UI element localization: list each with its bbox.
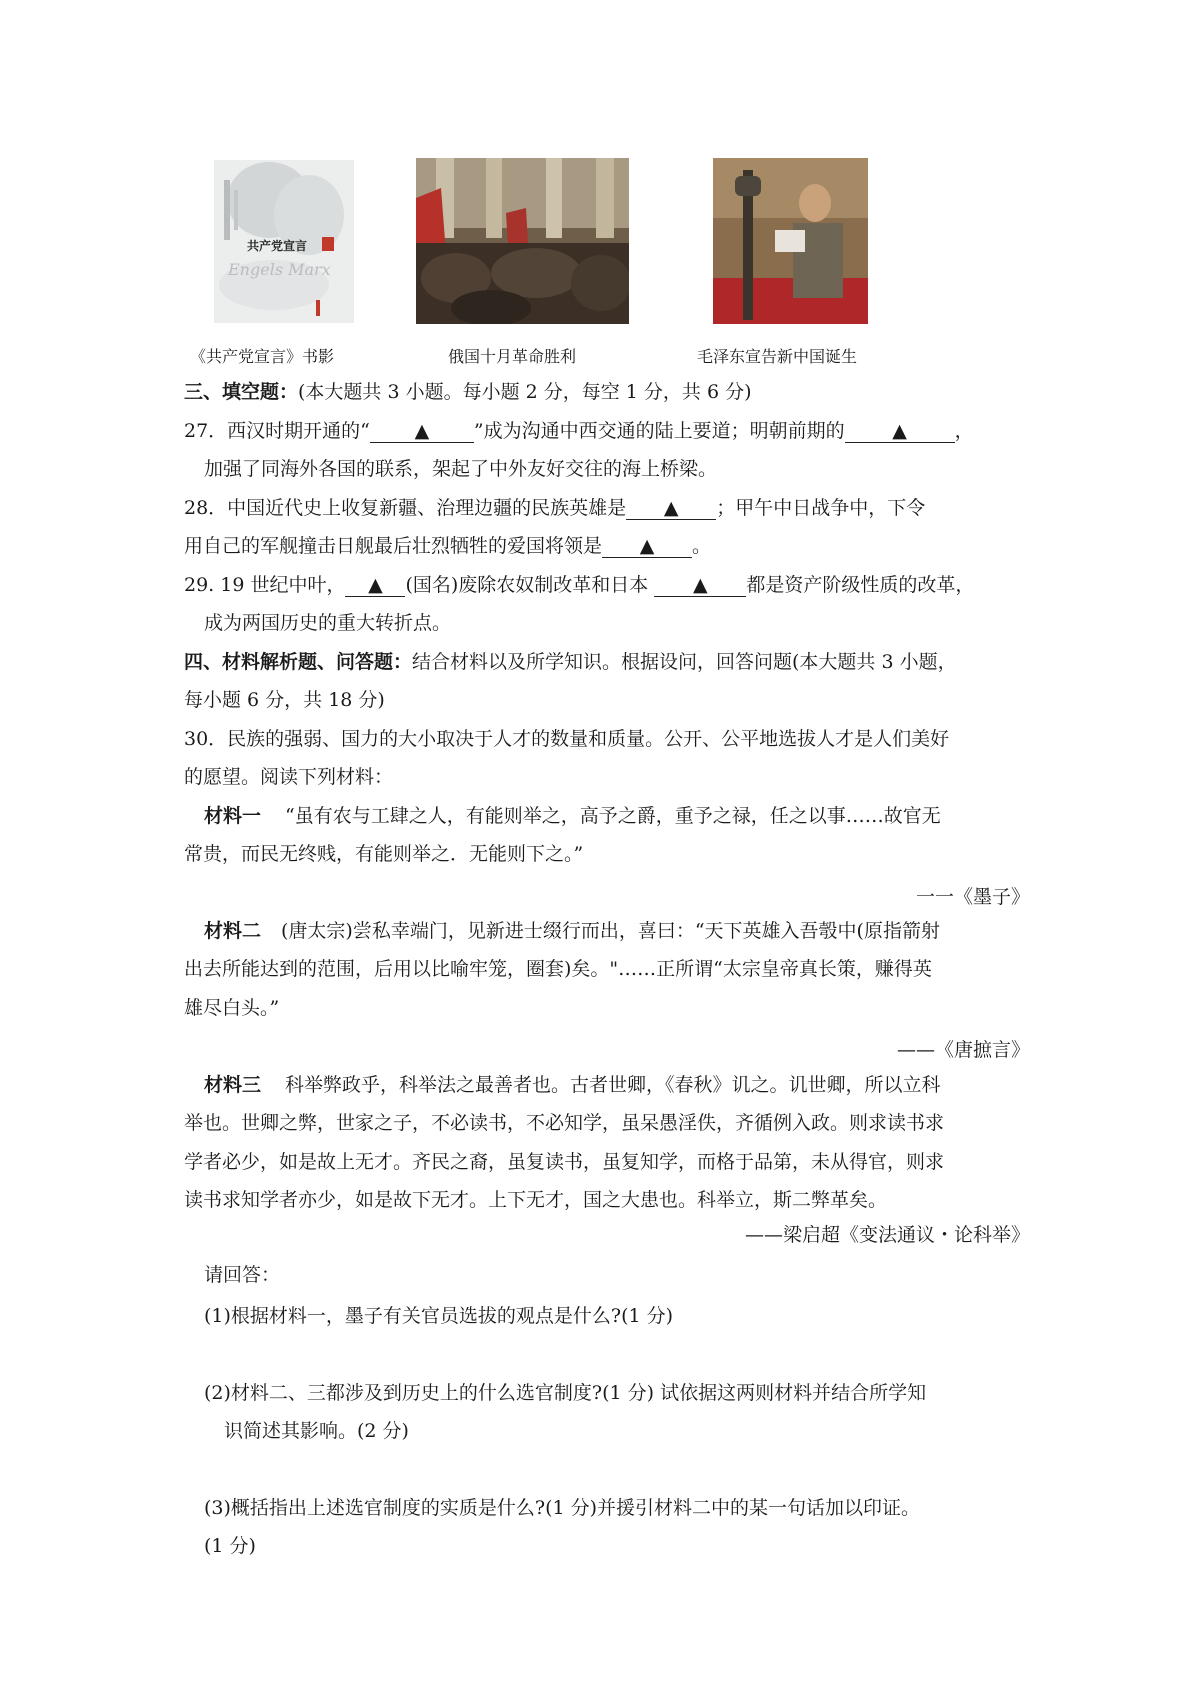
q28-blank-1: [626, 497, 716, 520]
material-1-text-1: “虽有农与工肆之人，有能则举之，高予之爵，重予之禄，任之以事……故官无: [285, 805, 941, 827]
q28-text-c: 用自己的军舰撞击日舰最后壮烈牺牲的爱国将领是: [184, 535, 603, 557]
material-1-label: 材料一: [204, 805, 262, 827]
material-1-source: 一一《墨子》: [915, 886, 1030, 908]
material-2-line-2: 出去所能达到的范围，后用以比喻牢笼，圈套)矣。"……正所谓“太宗皇帝真长策，赚得英: [184, 958, 932, 980]
material-2-source: ——《唐摭言》: [896, 1039, 1030, 1061]
material-3-line-3: 学者必少，如是故上无才。齐民之裔，虽复读书，虽复知学，而格于品第，未从得官，则求: [184, 1151, 945, 1173]
section-3-title: 三、填空题：: [184, 381, 299, 403]
q30-subquestion-3-line-1: (3)概括指出上述选官制度的实质是什么?(1 分)并援引材料二中的某一句话加以印证。: [204, 1497, 921, 1519]
section-3-note: (本大题共 3 小题。每小题 2 分，每空 1 分，共 6 分): [298, 381, 752, 403]
blank-marker: ▲: [693, 574, 708, 596]
material-3-label: 材料三: [204, 1074, 262, 1096]
q27-blank-2: [845, 420, 955, 443]
material-1-line-2: 常贵，而民无终贱，有能则举之．无能则下之。”: [184, 843, 584, 865]
q27-blank-1: [370, 420, 474, 443]
q30-subquestion-1: (1)根据材料一，墨子有关官员选拔的观点是什么?(1 分): [204, 1305, 674, 1327]
q29-text-a: 29. 19 世纪中叶，: [184, 574, 346, 596]
q30-subquestion-2-line-1: (2)材料二、三都涉及到历史上的什么选官制度?(1 分) 试依据这两则材料并结合所学知: [204, 1382, 927, 1404]
section-4-note-line-2: 每小题 6 分，共 18 分): [184, 689, 385, 711]
q29-blank-2: [654, 574, 746, 597]
q30-intro-line-2: 的愿望。阅读下列材料：: [184, 766, 394, 788]
material-3-line-4: 读书求知学者亦少，如是故下无才。上下无才，国之大患也。科举立，斯二弊革矣。: [184, 1189, 888, 1211]
image-caption-manifesto: 《共产党宣言》书影: [190, 347, 335, 366]
question-28-line-1: [184, 489, 1029, 527]
section-3-heading: [184, 373, 1029, 411]
manifesto-cover-subtitle: Engels Marx: [228, 260, 331, 279]
mao-proclamation-image: [713, 158, 868, 324]
q29-blank-1: [345, 574, 405, 597]
material-3-line-2: 举也。世卿之弊，世家之子，不必读书，不必知学，虽呆愚淫佚，齐循例入政。则求读书求: [184, 1112, 945, 1134]
image-caption-new-china: 毛泽东宣告新中国诞生: [697, 347, 858, 366]
q30-subquestion-2-line-2: 识简述其影响。(2 分): [224, 1420, 409, 1442]
blank-marker: ▲: [663, 497, 679, 519]
q30-ask: 请回答：: [204, 1264, 281, 1286]
blank-marker: ▲: [414, 420, 430, 442]
material-2-line-1: [204, 912, 1049, 950]
q28-text-a: 28．中国近代史上收复新疆、治理边疆的民族英雄是: [184, 497, 627, 519]
blank-marker: ▲: [639, 535, 655, 557]
image-caption-october-revolution: 俄国十月革命胜利: [448, 347, 577, 366]
q28-text-d: 。: [692, 535, 712, 557]
q29-text-b: (国名)废除农奴制改革和日本: [405, 574, 655, 596]
question-27-line-1: [184, 412, 1029, 450]
october-revolution-image: [416, 158, 629, 324]
q28-text-b: ；甲午中日战争中，下令: [716, 497, 926, 519]
manifesto-cover-image: [214, 160, 354, 323]
material-2-label: 材料二: [204, 920, 262, 942]
q27-text-c: ，: [954, 420, 974, 442]
q27-text-a: 27．西汉时期开通的“: [184, 420, 370, 442]
q29-text-c: 都是资产阶级性质的改革，: [746, 574, 975, 596]
material-3-text-1: 科举弊政乎，科举法之最善者也。古者世卿，《春秋》讥之。讥世卿，所以立科: [285, 1074, 941, 1096]
question-29-line-2: 成为两国历史的重大转折点。: [204, 612, 452, 634]
section-4-title: 四、材料解析题、问答题：: [184, 651, 413, 673]
q27-text-b: ”成为沟通中西交通的陆上要道；明朝前期的: [473, 420, 845, 442]
q28-blank-2: [602, 535, 692, 558]
material-2-text-1: (唐太宗)尝私幸端门，见新进士缀行而出，喜曰：“天下英雄入吾彀中(原指箭射: [281, 920, 940, 942]
q30-intro-line-1: 30．民族的强弱、国力的大小取决于人才的数量和质量。公开、公平地选拔人才是人们美好: [184, 728, 950, 750]
section-4-note: 结合材料以及所学知识。根据设问，回答问题(本大题共 3 小题，: [412, 651, 957, 673]
manifesto-cover-title: 共产党宣言: [247, 239, 308, 253]
blank-marker: ▲: [892, 420, 907, 442]
mao-proclamation-art: [713, 158, 868, 324]
question-28-line-2: [184, 527, 1029, 565]
material-3-line-1: [204, 1066, 1049, 1104]
blank-marker: ▲: [368, 574, 383, 596]
material-2-line-3: 雄尽白头。”: [184, 997, 280, 1019]
material-1-line-1: [204, 797, 1049, 835]
section-4-heading: [184, 643, 1029, 681]
october-revolution-art: [416, 158, 629, 324]
material-3-source: ——梁启超《变法通议・论科举》: [744, 1224, 1030, 1246]
q30-subquestion-3-line-2: (1 分): [204, 1535, 256, 1557]
question-29-line-1: [184, 566, 1029, 604]
question-27-line-2: 加强了同海外各国的联系，架起了中外友好交往的海上桥梁。: [204, 458, 718, 480]
